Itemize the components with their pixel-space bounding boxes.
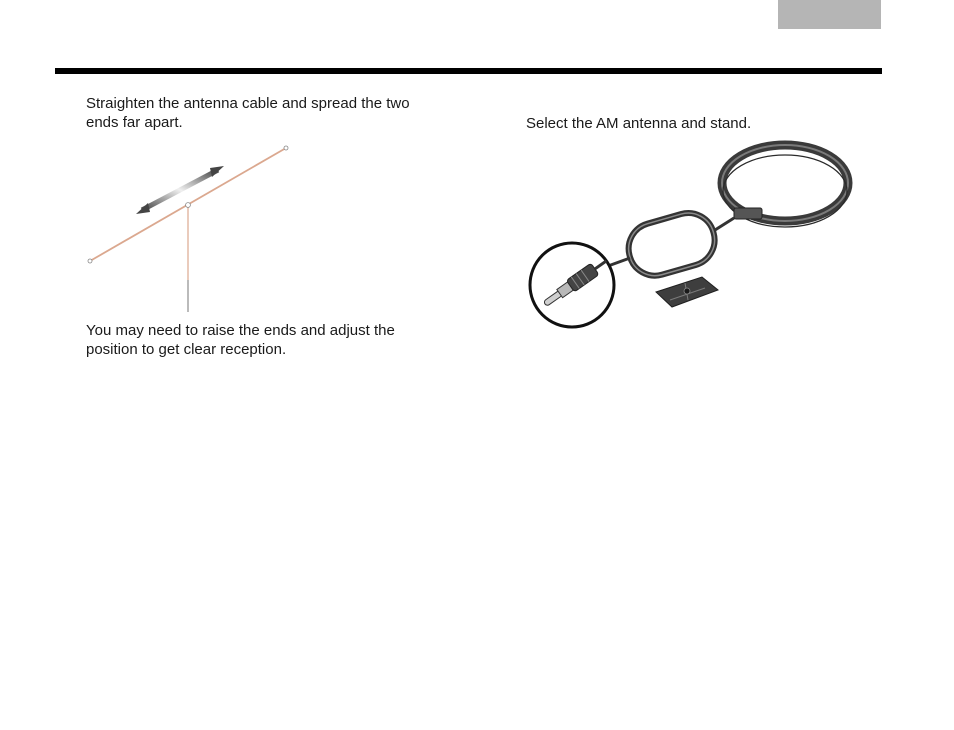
am-antenna-cable [608,207,734,282]
spread-arrow-icon [136,166,224,214]
page-tab [778,0,881,29]
am-antenna-step-text: Select the AM antenna and stand. [526,115,752,132]
fm-antenna-feed-line [186,203,191,312]
plug-connector-closeup [530,243,614,327]
am-antenna-stand [656,277,718,307]
fm-antenna-illustration [80,140,300,315]
header-rule [55,68,882,74]
am-loop-antenna [722,145,848,227]
fm-antenna-step-text: Straighten the antenna cable and spread the two ends far apart. [86,95,410,131]
am-antenna-illustration [520,140,865,335]
fm-antenna-note-text: You may need to raise the ends and adjust the position to get clear reception. [86,322,395,358]
